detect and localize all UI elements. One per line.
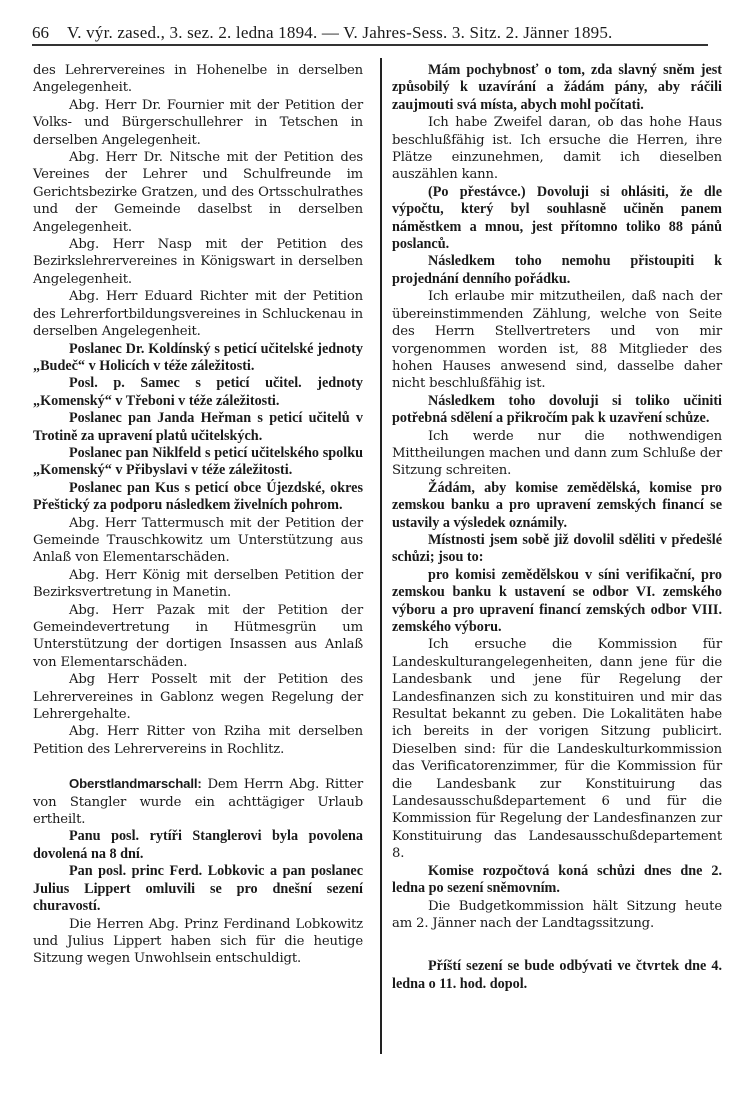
right-column (392, 62, 722, 993)
paragraph: Poslanec pan Kus s peticí obce Újezdské, okres Přeštický za podporu následkem živelních pohrom. (33, 479, 363, 514)
paragraph: Abg. Herr Dr. Nitsche mit der Petition des Vereines der Lehrer und Schulfreunde im Gerichtsbezirke Gratzen, und des Ortsschulrathes und der Gemeinde daselbst in derselben Angelegenheit. (33, 150, 363, 235)
paragraph: pro komisi zemědělskou v síni verifikační, pro zemskou banku k ustavení se odbor VI. zemského výboru a pro upravení financí zemských odbor VIII. zemského výboru. (392, 566, 722, 635)
paragraph: Ich werde nur die nothwendigen Mittheilungen machen und dann zum Schluße der Sitzung schreiten. (392, 428, 722, 479)
paragraph: Abg. Herr Ritter von Rziha mit derselben Petition des Lehrervereins in Rochlitz. (33, 724, 363, 757)
paragraph: Abg. Herr Eduard Richter mit der Petition des Lehrerfortbildungsvereines in Schluckenau in derselben Angelegenheit. (33, 289, 363, 340)
paragraph: Pan posl. princ Ferd. Lobkovic a pan poslanec Julius Lippert omluvili se pro dnešní sezení churavostí. (33, 863, 363, 915)
paragraph: Die Budgetkommission hält Sitzung heute am 2. Jänner nach der Landtagssitzung. (392, 898, 722, 931)
running-title: V. výr. zased., 3. sez. 2. ledna 1894. — V. Jahres-Sess. 3. Sitz. 2. Jänner 1895. (67, 23, 613, 42)
left-column (33, 62, 363, 968)
page-header (32, 18, 708, 46)
speaker-paragraph (33, 775, 363, 828)
paragraph: Panu posl. rytíři Stanglerovi byla povolena dovolená na 8 dní. (33, 828, 363, 862)
column-divider (380, 58, 382, 1054)
paragraph: Následkem toho nemohu přistoupiti k projednání denního pořádku. (392, 253, 722, 287)
page-number: 66 (32, 23, 49, 42)
paragraph: Místnosti jsem sobě již dovolil sděliti v předešlé schůzi; jsou to: (392, 531, 722, 566)
paragraph: des Lehrervereines in Hohenelbe in derselben Angelegenheit. (33, 63, 363, 96)
paragraph: Abg. Herr Nasp mit der Petition des Bezirkslehrervereines in Königswart in derselben Angelegenheit. (33, 237, 363, 287)
paragraph: Abg. Herr Dr. Fournier mit der Petition der Volks- und Bürgerschullehrer in Tetschen in derselben Angelegenheit. (33, 97, 363, 148)
speaker-label: Oberstlandmarschall: (69, 776, 202, 792)
paragraph: (Po přestávce.) Dovoluji si ohlásiti, že dle výpočtu, který byl souhlasně učiněn panem náměstkem a mnou, jest přítomno toliko 88 pánů poslanců. (392, 183, 722, 253)
paragraph: Mám pochybnosť o tom, zda slavný sněm jest způsobilý k uzavírání a žádám pány, aby ráčili zaujmouti svá místa, abych mohl počítati. (392, 62, 722, 113)
paragraph: Poslanec pan Niklfeld s peticí učitelského spolku „Komenský“ v Přibyslavi v téže záležitosti. (33, 444, 363, 479)
paragraph: Následkem toho dovoluji si toliko učiniti potřebná sdělení a přikročím pak k uzavření schůze. (392, 392, 722, 427)
paragraph: Abg. Herr Pazak mit der Petition der Gemeindevertretung in Hütmesgrün um Unterstützung der dortigen Insassen aus Anlaß von Elementarschäden. (33, 602, 363, 670)
paragraph: Abg. Herr König mit derselben Petition der Bezirksvertretung in Manetin. (33, 567, 363, 601)
paragraph: Poslanec pan Janda Heřman s peticí učitelů v Trotině za upravení platů učitelských. (33, 410, 363, 444)
paragraph: Abg. Herr Tattermusch mit der Petition der Gemeinde Trauschkowitz um Unterstützung aus Anlaß von Elementarschäden. (33, 515, 363, 566)
paragraph: Příští sezení se bude odbývati ve čtvrtek dne 4. ledna o 11. hod. dopol. (392, 958, 722, 992)
paragraph: Ich habe Zweifel daran, ob das hohe Haus beschlußfähig ist. Ich ersuche die Herren, ihre Plätze einzunehmen, damit ich dieselben auszählen kann. (392, 115, 722, 183)
paragraph: Poslanec Dr. Koldínský s peticí učitelské jednoty „Budeč“ v Holicích v téže záležitosti. (33, 340, 363, 374)
paragraph: Die Herren Abg. Prinz Ferdinand Lobkowitz und Julius Lippert haben sich für die heutige Sitzung wegen Unwohlsein entschuldigt. (33, 916, 363, 967)
paragraph: Žádám, aby komise zemědělská, komise pro zemskou banku a pro upravení zemských financí se ustavily a výsledek oznámily. (392, 479, 722, 531)
speaker-text: Dem Herrn Abg. Ritter von Stangler wurde ein achttägiger Urlaub ertheilt. (33, 777, 363, 828)
paragraph: Abg Herr Posselt mit der Petition des Lehrervereines in Gablonz wegen Regelung der Lehrergehalte. (33, 672, 363, 723)
paragraph: Ich ersuche die Kommission für Landeskulturangelegenheiten, dann jene für die Landesbank und jene für Regelung der Landesfinanzen sich zu konstituiren und mir das Resultat bekannt zu geben. Die Lokalitäten habe ich bereits in der vorigen Sitzung publicirt. Dieselben sind: für die Landeskulturkommission das Verificatorenzimmer, für die Kommission für die Landesbank zur Konstituirung das Landesausschußdepartement 6 und für die Kommission für Regelung der Landesfinanzen zur Konstituirung das Landesausschußdepartement 8. (392, 637, 722, 862)
paragraph: Komise rozpočtová koná schůzi dnes dne 2. ledna po sezení sněmovním. (392, 862, 722, 897)
paragraph: Ich erlaube mir mitzutheilen, daß nach der übereinstimmenden Zählung, welche von Seite des Herrn Stellvertreters und von mir vorgenommen worden ist, 88 Mitglieder des hohen Hauses anwesend sind, dasselbe daher nicht beschlußfähig ist. (392, 289, 722, 392)
paragraph: Posl. p. Samec s peticí učitel. jednoty „Komenský“ v Třeboni v téže záležitosti. (33, 375, 363, 409)
